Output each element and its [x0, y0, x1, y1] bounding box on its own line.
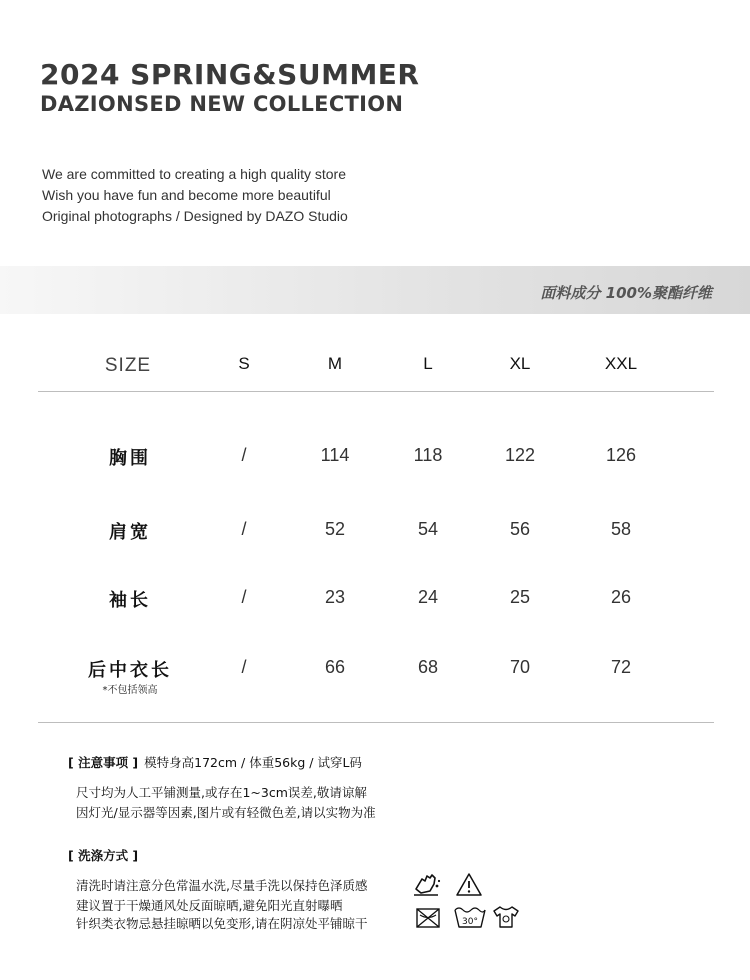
- table-cell: 24: [417, 587, 439, 607]
- row-label-length: 后中衣长: [88, 660, 172, 681]
- fabric-band: [0, 266, 750, 314]
- table-cell: 66: [324, 657, 346, 677]
- row-label-chest: 胸围: [109, 448, 151, 469]
- table-cell: /: [241, 587, 247, 607]
- table-bottom-divider: [38, 722, 714, 723]
- model-info: 模特身高172cm / 体重56kg / 试穿L码: [144, 755, 362, 770]
- tagline-2: Wish you have fun and become more beautiful: [42, 187, 331, 203]
- table-cell: 58: [610, 519, 632, 539]
- collection-year-title: 2024 SPRING&SUMMER: [40, 58, 420, 91]
- table-cell: 126: [605, 445, 637, 465]
- table-cell: 68: [417, 657, 439, 677]
- note-line-2: 因灯光/显示器等因素,图片或有轻微色差,请以实物为准: [76, 805, 376, 820]
- wash-title: [ 洗涤方式 ]: [68, 848, 139, 863]
- size-header-s: S: [238, 354, 250, 373]
- wash-line-2: 建议置于干燥通风处反面晾晒,避免阳光直射曝晒: [76, 898, 343, 913]
- no-tumble-dry-icon: [414, 906, 442, 930]
- table-cell: 72: [610, 657, 632, 677]
- size-column-label: SIZE: [104, 355, 152, 376]
- table-cell: /: [241, 519, 247, 539]
- size-header-l: L: [423, 354, 433, 373]
- table-cell: 118: [413, 445, 443, 465]
- table-cell: 122: [504, 445, 536, 465]
- row-label-sleeve: 袖长: [109, 590, 151, 611]
- hand-wash-icon: [412, 871, 442, 899]
- tagline-3: Original photographs / Designed by DAZO Studio: [42, 208, 348, 224]
- table-cell: /: [241, 445, 247, 465]
- table-cell: 54: [417, 519, 439, 539]
- wash-temperature: 30°: [462, 917, 478, 927]
- fabric-composition: 面料成分 100%聚酯纤维: [540, 284, 712, 302]
- table-cell: /: [241, 657, 247, 677]
- table-cell: 70: [509, 657, 531, 677]
- shirt-care-icon: [491, 904, 521, 930]
- row-note-length: *不包括领高: [102, 685, 158, 696]
- table-cell: 56: [509, 519, 531, 539]
- size-header-xxl: XXL: [604, 354, 638, 373]
- table-top-divider: [38, 391, 714, 392]
- row-label-shoulder: 肩宽: [109, 522, 151, 543]
- table-cell: 26: [610, 587, 632, 607]
- table-cell: 23: [324, 587, 346, 607]
- size-header-m: M: [327, 354, 343, 373]
- wash-line-1: 清洗时请注意分色常温水洗,尽量手洗以保持色泽质感: [76, 878, 368, 893]
- tagline-1: We are committed to creating a high quality store: [42, 166, 347, 182]
- table-cell: 25: [509, 587, 531, 607]
- notes-section: [68, 753, 362, 771]
- table-cell: 52: [324, 519, 346, 539]
- collection-name-title: DAZIONSED NEW COLLECTION: [40, 92, 404, 116]
- table-cell: 114: [320, 445, 350, 465]
- wash-line-3: 针织类衣物忌悬挂晾晒以免变形,请在阴凉处平铺晾干: [76, 916, 368, 931]
- notes-title: [ 注意事项 ]: [68, 755, 139, 770]
- wash-30-icon: [453, 904, 487, 930]
- size-header-xl: XL: [509, 354, 531, 373]
- warning-icon: [455, 872, 483, 897]
- note-line-1: 尺寸均为人工平铺测量,或存在1~3cm误差,敬请谅解: [76, 785, 367, 800]
